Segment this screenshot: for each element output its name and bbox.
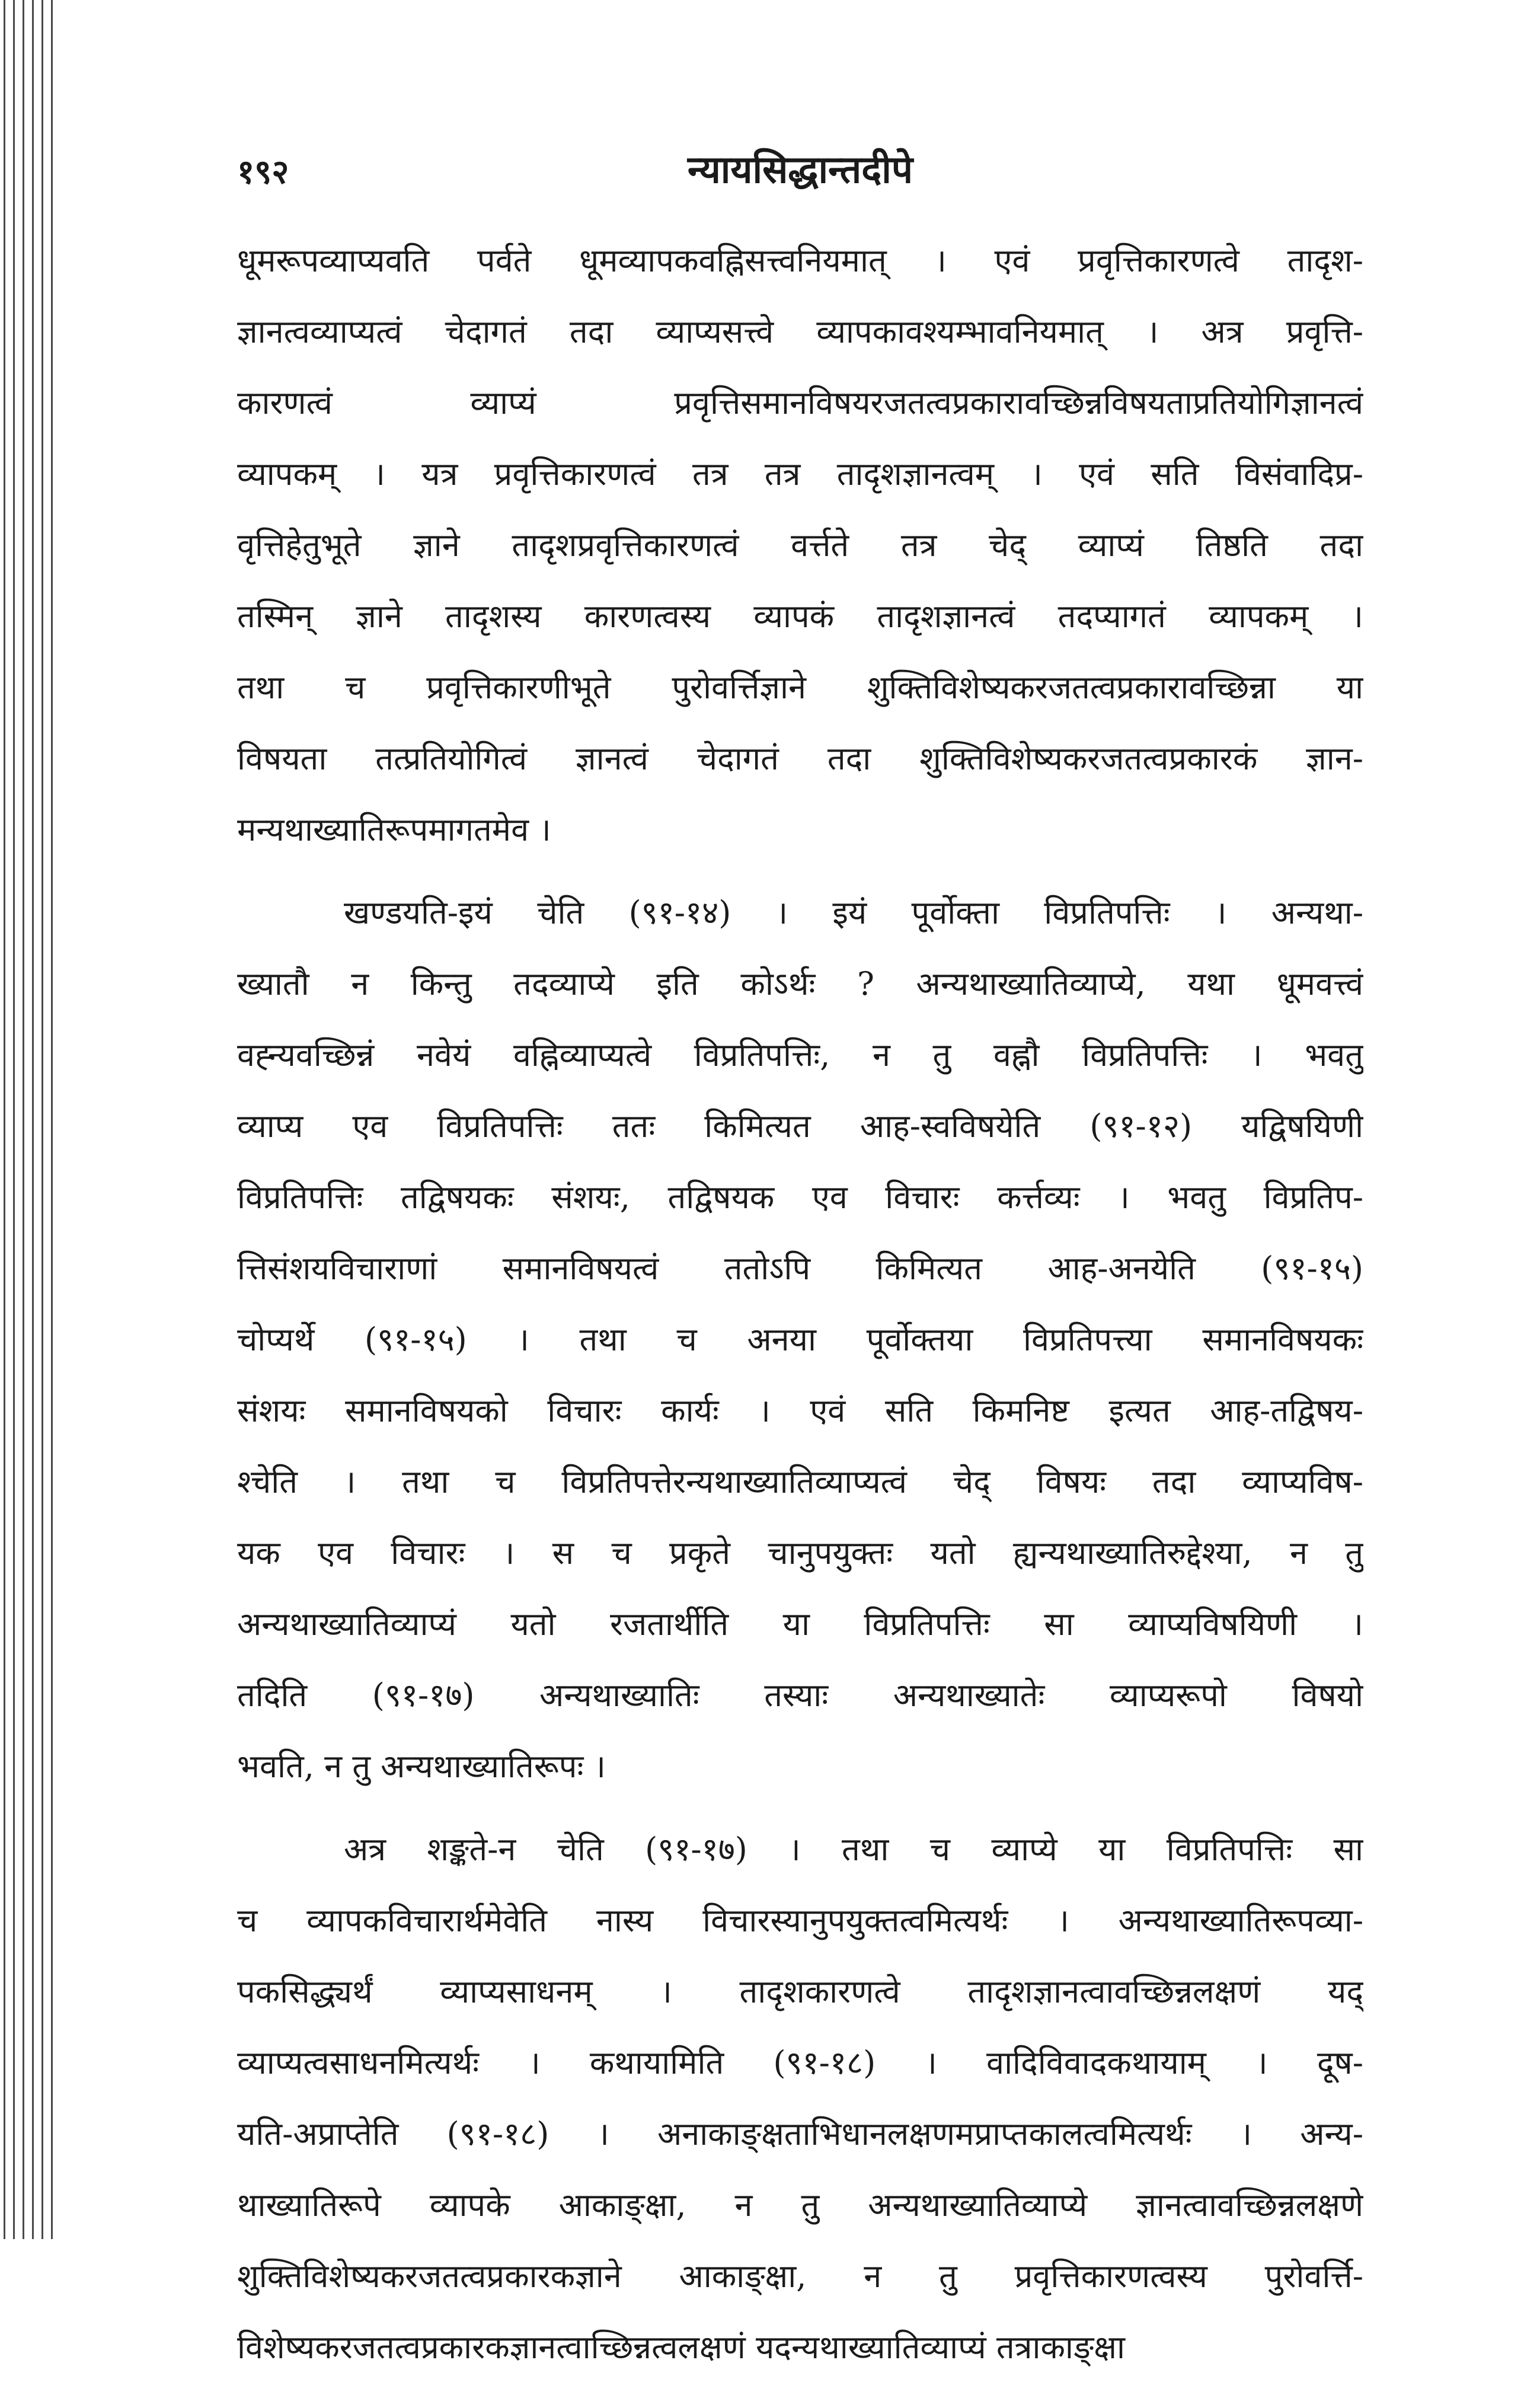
text-line: अत्र शङ्कते-न चेति (९१-१७) । तथा च व्याप्ये या विप्रतिपत्तिः सा bbox=[344, 1831, 1363, 1868]
text-line: ज्ञानत्वव्याप्यत्वं चेदागतं तदा व्याप्यसत्त्वे व्यापकावश्यम्भावनियमात् । अत्र प्रवृत्ति- bbox=[237, 313, 1363, 350]
page-number: १९२ bbox=[237, 152, 289, 191]
text-line: धूमरूपव्याप्यवति पर्वते धूमव्यापकवह्निसत्त्वनियमात् । एवं प्रवृत्तिकारणत्वे तादृश- bbox=[237, 242, 1363, 279]
paragraph-2 bbox=[237, 877, 1363, 1802]
text-line: विषयता तत्प्रतियोगित्वं ज्ञानत्वं चेदागतं तदा शुक्तिविशेष्यकरजतत्वप्रकारकं ज्ञान- bbox=[237, 740, 1363, 777]
paragraph-3 bbox=[237, 1814, 1363, 2383]
text-line: च व्यापकविचारार्थमेवेति नास्य विचारस्यानुपयुक्तत्वमित्यर्थः । अन्यथाख्यातिरूपव्या- bbox=[237, 1902, 1363, 1939]
text-line: श्चेति । तथा च विप्रतिपत्तेरन्यथाख्यातिव्याप्यत्वं चेद् विषयः तदा व्याप्यविष- bbox=[237, 1463, 1363, 1500]
page-binding-edge bbox=[0, 0, 53, 2239]
text-line: पकसिद्ध्यर्थं व्याप्यसाधनम् । तादृशकारणत्वे तादृशज्ञानत्वावच्छिन्नलक्षणं यद् bbox=[237, 1973, 1363, 2010]
text-line: व्याप्य एव विप्रतिपत्तिः ततः किमित्यत आह-स्वविषयेति (९१-१२) यद्विषयिणी bbox=[237, 1107, 1363, 1145]
text-line: यति-अप्राप्तेति (९१-१८) । अनाकाङ्क्षताभिधानलक्षणमप्राप्तकालत्वमित्यर्थः । अन्य- bbox=[237, 2115, 1363, 2153]
text-line: वह्न्यवच्छिन्नं नवेयं वह्निव्याप्यत्वे विप्रतिपत्तिः, न तु वह्नौ विप्रतिपत्तिः । भवतु bbox=[237, 1036, 1363, 1074]
text-line: थाख्यातिरूपे व्यापके आकाङ्क्षा, न तु अन्यथाख्यातिव्याप्ये ज्ञानत्वावच्छिन्नलक्षणे bbox=[237, 2186, 1363, 2224]
text-line: मन्यथाख्यातिरूपमागतमेव । bbox=[237, 811, 551, 848]
text-line: विप्रतिपत्तिः तद्विषयकः संशयः, तद्विषयक एव विचारः कर्त्तव्यः । भवतु विप्रतिप- bbox=[237, 1179, 1363, 1216]
text-line: वृत्तिहेतुभूते ज्ञाने तादृशप्रवृत्तिकारणत्वं वर्त्तते तत्र चेद् व्याप्यं तिष्ठति तदा bbox=[237, 526, 1363, 564]
text-line: तस्मिन् ज्ञाने तादृशस्य कारणत्वस्य व्यापकं तादृशज्ञानत्वं तदप्यागतं व्यापकम् । bbox=[237, 598, 1363, 635]
running-title: न्यायसिद्धान्तदीपे bbox=[687, 148, 913, 192]
text-line: व्याप्यत्वसाधनमित्यर्थः । कथायामिति (९१-१८) । वादिविवादकथायाम् । दूष- bbox=[237, 2044, 1363, 2081]
paragraph-1 bbox=[237, 225, 1363, 866]
text-line: यक एव विचारः । स च प्रकृते चानुपयुक्तः यतो ह्यन्यथाख्यातिरुद्देश्या, न तु bbox=[237, 1534, 1363, 1572]
text-line: चोप्यर्थे (९१-१५) । तथा च अनया पूर्वोक्तया विप्रतिपत्त्या समानविषयकः bbox=[237, 1321, 1363, 1358]
text-line: खण्डयति-इयं चेति (९१-१४) । इयं पूर्वोक्ता विप्रतिपत्तिः । अन्यथा- bbox=[344, 894, 1363, 931]
text-line: शुक्तिविशेष्यकरजतत्वप्रकारकज्ञाने आकाङ्क्षा, न तु प्रवृत्तिकारणत्वस्य पुरोवर्त्ति- bbox=[237, 2257, 1363, 2295]
document-page bbox=[237, 142, 1363, 2395]
text-line: विशेष्यकरजतत्वप्रकारकज्ञानत्वाच्छिन्नत्वलक्षणं यदन्यथाख्यातिव्याप्यं तत्राकाङ्क्षा bbox=[237, 2329, 1125, 2366]
text-line: तदिति (९१-१७) अन्यथाख्यातिः तस्याः अन्यथाख्यातेः व्याप्यरूपो विषयो bbox=[237, 1676, 1363, 1714]
page-header bbox=[237, 142, 1363, 207]
text-line: ख्यातौ न किन्तु तदव्याप्ये इति कोऽर्थः ? अन्यथाख्यातिव्याप्ये, यथा धूमवत्त्वं bbox=[237, 965, 1363, 1002]
text-line: त्तिसंशयविचाराणां समानविषयत्वं ततोऽपि किमित्यत आह-अनयेति (९१-१५) bbox=[237, 1250, 1363, 1287]
text-line: तथा च प्रवृत्तिकारणीभूते पुरोवर्त्तिज्ञाने शुक्तिविशेष्यकरजतत्वप्रकारावच्छिन्ना या bbox=[237, 669, 1363, 706]
text-line: कारणत्वं व्याप्यं प्रवृत्तिसमानविषयरजतत्वप्रकारावच्छिन्नविषयताप्रतियोगिज्ञानत्वं bbox=[237, 384, 1363, 421]
text-line: भवति, न तु अन्यथाख्यातिरूपः । bbox=[237, 1748, 606, 1785]
text-line: व्यापकम् । यत्र प्रवृत्तिकारणत्वं तत्र तत्र तादृशज्ञानत्वम् । एवं सति विसंवादिप्र- bbox=[237, 455, 1363, 493]
text-line: अन्यथाख्यातिव्याप्यं यतो रजतार्थीति या विप्रतिपत्तिः सा व्याप्यविषयिणी । bbox=[237, 1605, 1363, 1643]
text-line: संशयः समानविषयको विचारः कार्यः । एवं सति किमनिष्ट इत्यत आह-तद्विषय- bbox=[237, 1392, 1363, 1429]
